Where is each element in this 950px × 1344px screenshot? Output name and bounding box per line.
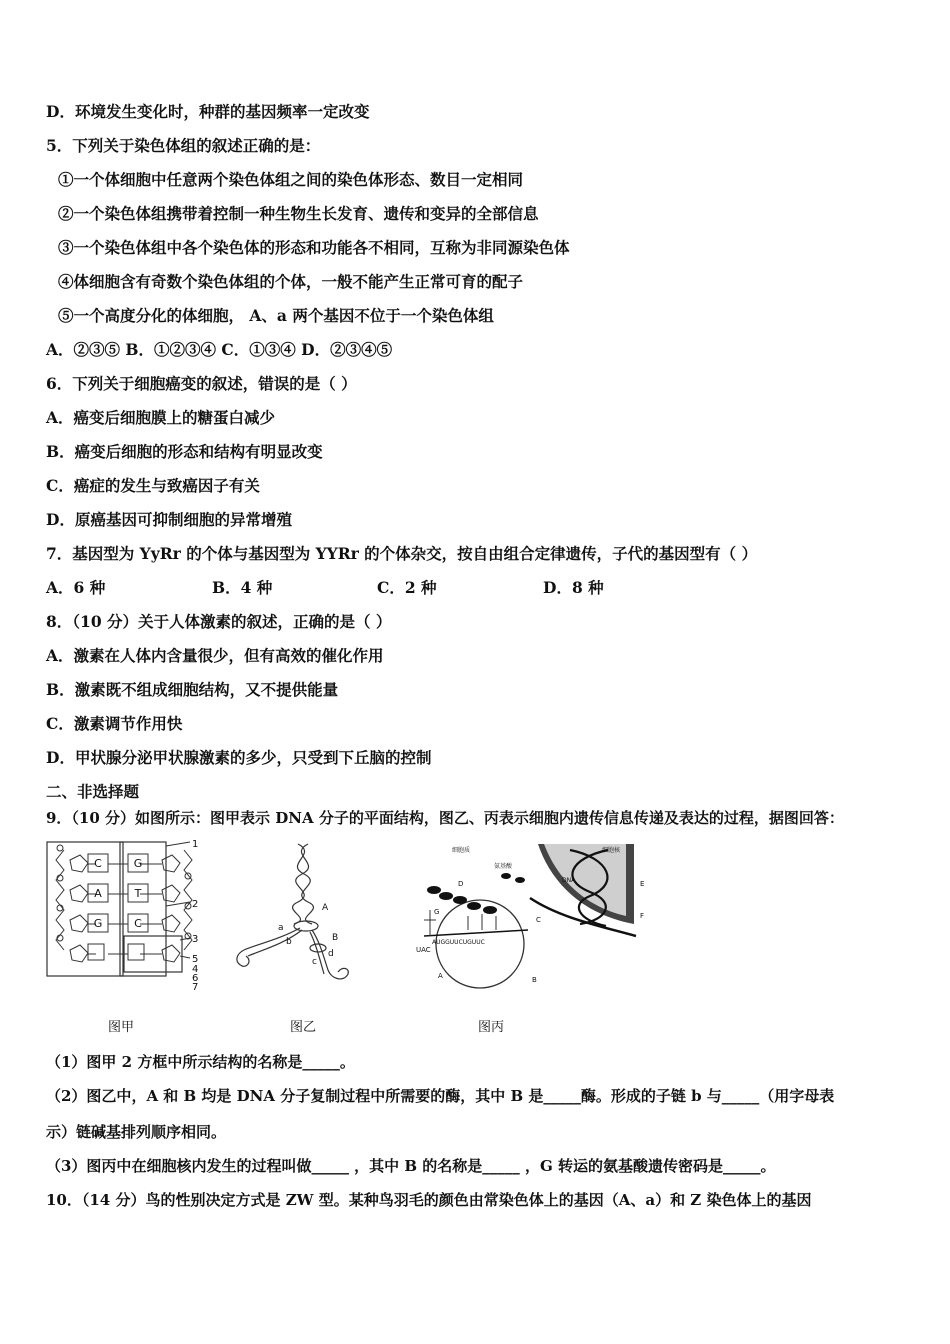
yi-label-B: B <box>332 933 339 943</box>
yi-label-c: c <box>312 957 317 967</box>
jia-label-1: 1 <box>192 839 199 850</box>
q9-sub-1: （1）图甲 2 方框中所示结构的名称是_____。 <box>46 1053 355 1071</box>
yi-label-a: a <box>278 923 284 933</box>
q8-stem: 8．（10 分）关于人体激素的叙述，正确的是（ ） <box>46 612 392 631</box>
jia-base-3: A <box>94 887 102 900</box>
jia-label-3: 3 <box>192 934 199 945</box>
figure-bing-gene-expression <box>410 840 650 1000</box>
section-heading: 二、非选择题 <box>46 782 140 801</box>
q8-option-d: D．甲状腺分泌甲状腺激素的多少，只受到下丘脑的控制 <box>46 748 432 767</box>
bing-label-B: B <box>532 976 537 984</box>
yi-label-b: b <box>286 937 292 947</box>
bing-label-nucleus: 细胞核 <box>602 847 621 854</box>
q5-item-1: ①一个体细胞中任意两个染色体组之间的染色体形态、数目一定相同 <box>58 170 524 189</box>
q5-item-5: ⑤一个高度分化的体细胞， A、a 两个基因不位于一个染色体组 <box>58 306 494 325</box>
bing-label-dna: DNA <box>562 877 576 884</box>
q4-option-d: D．环境发生变化时，种群的基因频率一定改变 <box>46 102 370 121</box>
bing-label-mrna-seq: AUGGUUCUGUUC <box>432 939 485 946</box>
q6-stem: 6．下列关于细胞癌变的叙述，错误的是（ ） <box>46 374 357 393</box>
q8-option-c: C．激素调节作用快 <box>46 714 183 733</box>
jia-base-2: G <box>133 857 143 870</box>
jia-label-6: 6 <box>192 973 199 984</box>
figure-bing-caption: 图丙 <box>478 1020 505 1035</box>
q7-option-c: C．2 种 <box>377 578 437 597</box>
q6-option-b: B．癌变后细胞的形态和结构有明显改变 <box>46 442 323 461</box>
q9-sub-2a: （2）图乙中，A 和 B 均是 DNA 分子复制过程中所需要的酶，其中 B 是_____酶。形成的子链 b 与_____（用字母表 <box>46 1087 835 1105</box>
q7-option-a: A．6 种 <box>46 578 106 597</box>
bing-label-amino-acid: 氨基酸 <box>494 863 513 870</box>
figure-jia-caption: 图甲 <box>108 1020 135 1035</box>
yi-label-A: A <box>322 903 329 913</box>
q7-option-d: D．8 种 <box>543 578 604 597</box>
jia-label-4: 4 <box>192 964 199 975</box>
bing-label-D: D <box>458 880 464 888</box>
q6-option-d: D．原癌基因可抑制细胞的异常增殖 <box>46 510 292 529</box>
yi-label-d: d <box>328 949 334 959</box>
bing-label-anticodon: UAC <box>416 946 431 954</box>
jia-label-5: 5 <box>192 954 199 965</box>
jia-base-5: G <box>93 917 103 930</box>
jia-base-1: C <box>94 857 102 870</box>
q7-stem: 7．基因型为 YyRr 的个体与基因型为 YYRr 的个体杂交，按自由组合定律遗传，子代的基因型有（ ） <box>46 544 758 563</box>
bing-label-C: C <box>536 916 541 924</box>
q9-sub-2b: 示）链碱基排列顺序相同。 <box>46 1123 227 1141</box>
q6-option-a: A．癌变后细胞膜上的糖蛋白减少 <box>46 408 276 427</box>
jia-label-7: 7 <box>192 982 199 993</box>
bing-label-cytoplasm: 细胞质 <box>452 847 471 854</box>
bing-label-G: G <box>434 908 440 916</box>
figure-jia-dna-structure <box>44 838 214 998</box>
figure-yi-caption: 图乙 <box>290 1020 317 1035</box>
bing-label-A: A <box>438 972 443 980</box>
q10-stem: 10．（14 分）鸟的性别决定方式是 ZW 型。某种鸟羽毛的颜色由常染色体上的基因（A、a）和 Z 染色体上的基因 <box>46 1191 812 1209</box>
q9-sub-3: （3）图丙中在细胞核内发生的过程叫做_____ ，其中 B 的名称是_____ ，G 转运的氨基酸遗传密码是_____。 <box>46 1157 776 1175</box>
q6-option-c: C．癌症的发生与致癌因子有关 <box>46 476 260 495</box>
jia-base-6: C <box>134 917 142 930</box>
q5-item-3: ③一个染色体组中各个染色体的形态和功能各不相同，互称为非同源染色体 <box>58 238 570 257</box>
q8-option-a: A．激素在人体内含量很少，但有高效的催化作用 <box>46 646 384 665</box>
q5-item-4: ④体细胞含有奇数个染色体组的个体，一般不能产生正常可育的配子 <box>58 272 524 291</box>
q7-option-b: B．4 种 <box>212 578 273 597</box>
q9-stem: 9．（10 分）如图所示：图甲表示 DNA 分子的平面结构，图乙、丙表示细胞内遗传信息传递及表达的过程，据图回答： <box>46 809 844 827</box>
q5-item-2: ②一个染色体组携带着控制一种生物生长发育、遗传和变异的全部信息 <box>58 204 539 223</box>
jia-label-2: 2 <box>192 899 199 910</box>
q5-stem: 5．下列关于染色体组的叙述正确的是： <box>46 136 321 155</box>
q8-option-b: B．激素既不组成细胞结构，又不提供能量 <box>46 680 339 699</box>
bing-label-F: F <box>640 912 645 920</box>
q5-options: A．②③⑤ B．①②③④ C．①③④ D．②③④⑤ <box>46 340 393 359</box>
figure-yi-dna-replication <box>228 840 378 1000</box>
bing-label-E: E <box>640 880 645 888</box>
jia-base-4: T <box>134 887 142 900</box>
